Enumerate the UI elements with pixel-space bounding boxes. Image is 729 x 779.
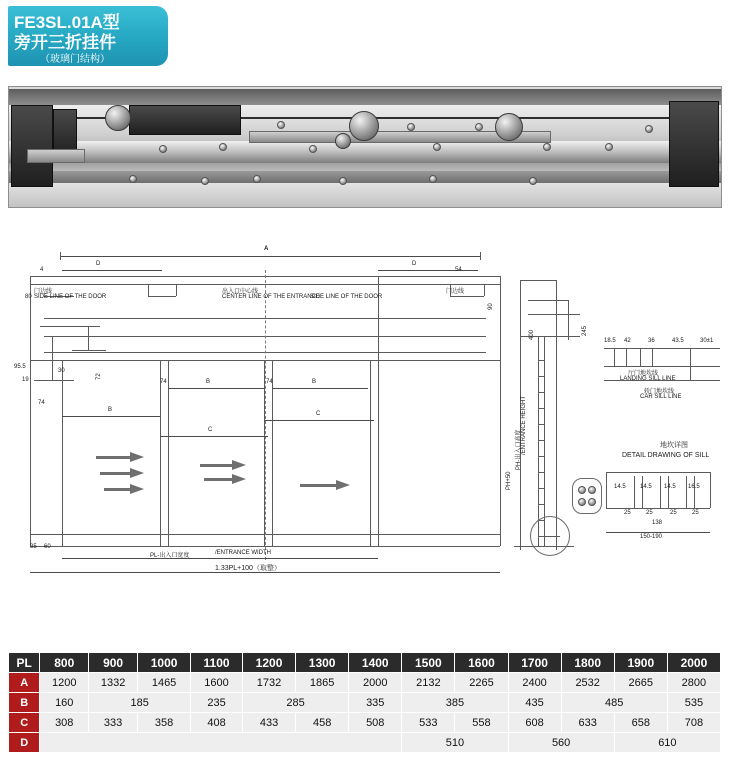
- dim-value-138: 138: [652, 520, 663, 526]
- table-cell: 433: [242, 713, 295, 733]
- side-rung-1: [538, 360, 544, 361]
- dim-value-80: 80: [25, 294, 32, 300]
- sill-detail-v1: [614, 348, 615, 366]
- open-arrow-line-2: [100, 472, 130, 475]
- photo-bolt-6: [433, 143, 441, 151]
- table-col-1100: 1100: [191, 653, 243, 673]
- open-arrow-head-5: [232, 474, 246, 484]
- table-col-1900: 1900: [614, 653, 667, 673]
- dim-value-400: 400: [529, 329, 535, 340]
- table-cell: 2800: [667, 673, 720, 693]
- side-rung-4: [538, 408, 544, 409]
- dim-A-tick-right: [480, 252, 481, 260]
- label-door-side-cn-right: 门边线: [446, 289, 465, 295]
- table-cell: 560: [508, 733, 614, 753]
- dim-label-A: A: [264, 246, 269, 252]
- dim-value-25b: 25: [646, 510, 653, 516]
- photo-right-bracket: [669, 101, 719, 187]
- left-mech-2: [88, 326, 89, 350]
- dim-value-25d: 25: [692, 510, 699, 516]
- photo-bolt-11: [129, 175, 137, 183]
- bracket-top-3: [450, 296, 484, 297]
- photo-lower-rail: [9, 171, 721, 183]
- table-cell: 458: [296, 713, 349, 733]
- dim-label-B-1: B: [206, 379, 211, 385]
- open-arrow-head-3: [130, 484, 144, 494]
- dim-C-line-2: [264, 420, 374, 421]
- sill-plate-hole-3: [578, 498, 586, 506]
- photo-pulley-4: [335, 133, 351, 149]
- side-rung-5: [538, 424, 544, 425]
- sill-plate-hole-4: [588, 498, 596, 506]
- sill-plate-hole-2: [588, 486, 596, 494]
- sill-groove-6: [694, 476, 695, 508]
- table-col-2000: 2000: [667, 653, 720, 673]
- sill-groove-2: [642, 476, 643, 508]
- label-entrance-width-en: /ENTRANCE WIDTH: [215, 550, 271, 556]
- bracket-top-3-right: [484, 284, 485, 296]
- table-row: [9, 713, 721, 733]
- bracket-top-2: [148, 296, 176, 297]
- table-cell: 335: [349, 693, 402, 713]
- table-cell: 2532: [561, 673, 614, 693]
- photo-control-box: [129, 105, 241, 135]
- table-cell: 1332: [89, 673, 138, 693]
- table-row: [9, 693, 721, 713]
- label-landing-sill-cn: 厅门地坎线: [628, 371, 659, 377]
- dim-value-30: 30: [58, 368, 65, 374]
- dim-value-18-5: 18.5: [604, 338, 616, 344]
- label-entrance-width-cn: PL-出入口宽度: [150, 553, 190, 559]
- dim-value-60: 60: [44, 544, 51, 550]
- dim-label-C-1: C: [208, 427, 213, 433]
- door-panel-line-7: [378, 276, 379, 546]
- table-cell: 508: [349, 713, 402, 733]
- photo-bolt-15: [429, 175, 437, 183]
- door-panel-line-6: [370, 360, 371, 546]
- open-arrow-line-3: [104, 488, 130, 491]
- sill-plate-hole-1: [578, 486, 586, 494]
- open-arrow-head-2: [130, 468, 144, 478]
- photo-bolt-7: [475, 123, 483, 131]
- label-sill-detail-cn: 地坎详图: [660, 442, 688, 449]
- label-sill-detail-en: DETAIL DRAWING OF SILL: [622, 452, 710, 459]
- bracket-top-2-left: [148, 284, 149, 296]
- dim-value-36: 36: [648, 338, 655, 344]
- photo-bolt-3: [277, 121, 285, 129]
- dim-B-line-3: [62, 416, 160, 417]
- table-col-1800: 1800: [561, 653, 614, 673]
- dim-value-90: 90: [488, 303, 494, 310]
- sill-end-plate: [572, 478, 602, 514]
- photo-pulley-3: [495, 113, 523, 141]
- dim-value-25a: 25: [624, 510, 631, 516]
- dim-value-95-5: 95.5: [14, 364, 26, 370]
- dim-value-14-5c: 14.5: [664, 484, 676, 490]
- front-view-left-edge: [30, 276, 31, 546]
- table-cell: 435: [508, 693, 561, 713]
- dim-label-D-right: D: [412, 261, 417, 267]
- sill-detail-mid: [604, 366, 720, 367]
- table-cell: 2665: [614, 673, 667, 693]
- dim-value-150-190: 150-190: [640, 534, 663, 540]
- sill-detail-v3: [640, 348, 641, 366]
- table-col-1600: 1600: [455, 653, 508, 673]
- open-arrow-line-1: [96, 456, 130, 459]
- table-cell: 1865: [296, 673, 349, 693]
- dim-B-line-1: [168, 388, 264, 389]
- table-cell: 1732: [242, 673, 295, 693]
- door-panel-line-1: [62, 360, 63, 546]
- dim-A-tick-left: [60, 252, 61, 260]
- table-col-1400: 1400: [349, 653, 402, 673]
- table-row: [9, 673, 721, 693]
- table-cell: 2265: [455, 673, 508, 693]
- technical-drawing: [0, 240, 729, 635]
- left-mech-4: [52, 336, 53, 380]
- table-cell: 2132: [402, 673, 455, 693]
- left-mech-1: [40, 326, 100, 327]
- table-cell: 308: [40, 713, 89, 733]
- table-col-1300: 1300: [296, 653, 349, 673]
- dim-D-right-line: [378, 270, 478, 271]
- table-cell: 535: [667, 693, 720, 713]
- dim-150-190-line: [606, 532, 710, 533]
- table-row-label-b: B: [9, 693, 40, 713]
- open-arrow-head-6: [336, 480, 350, 490]
- side-view-top: [520, 280, 556, 281]
- entrance-center-line: [265, 270, 266, 560]
- side-view-detail-1: [528, 300, 568, 301]
- dim-value-43-5: 43.5: [672, 338, 684, 344]
- table-cell: 1465: [138, 673, 191, 693]
- photo-bolt-2: [219, 143, 227, 151]
- open-arrow-head-1: [130, 452, 144, 462]
- label-car-sill-cn: 轿门地坎线: [644, 389, 675, 395]
- dim-value-245: 245: [582, 325, 588, 336]
- table-col-900: 900: [89, 653, 138, 673]
- table-col-1000: 1000: [138, 653, 191, 673]
- label-pl-formula: 1.33PL+100（取整）: [215, 565, 281, 572]
- photo-bolt-12: [201, 177, 209, 185]
- photo-top-band: [9, 89, 721, 105]
- dim-value-74-c: 74: [266, 379, 273, 385]
- table-cell: 235: [191, 693, 243, 713]
- front-view-right-edge: [500, 276, 501, 546]
- dim-D-left-line: [62, 270, 162, 271]
- table-cell: 385: [402, 693, 508, 713]
- table-col-800: 800: [40, 653, 89, 673]
- table-cell: 610: [614, 733, 720, 753]
- dim-value-72: 72: [96, 373, 102, 380]
- door-panel-line-2: [160, 360, 161, 546]
- table-row-label-a: A: [9, 673, 40, 693]
- label-door-side-en-left: SIDE LINE OF THE DOOR: [34, 294, 107, 300]
- table-cell: 285: [242, 693, 348, 713]
- table-header-row: [9, 653, 721, 673]
- table-col-1500: 1500: [402, 653, 455, 673]
- side-rung-7: [538, 456, 544, 457]
- table-row: [9, 733, 721, 753]
- table-row-label-d: D: [9, 733, 40, 753]
- side-rung-9: [538, 488, 544, 489]
- dim-label-D-left: D: [96, 261, 101, 267]
- dim-value-14-5a: 14.5: [614, 484, 626, 490]
- table-col-pl: PL: [9, 653, 40, 673]
- table-cell: 485: [561, 693, 667, 713]
- sill-section-right: [710, 472, 711, 508]
- side-view-detail-2: [528, 314, 580, 315]
- specification-table: [8, 652, 721, 753]
- dim-value-16-5: 16.5: [688, 484, 700, 490]
- table-cell: 358: [138, 713, 191, 733]
- label-ph-plus-50: PH+50: [506, 471, 512, 490]
- table-cell: 608: [508, 713, 561, 733]
- dim-value-19: 19: [22, 377, 29, 383]
- dim-label-C-2: C: [316, 411, 321, 417]
- dim-value-25c: 25: [670, 510, 677, 516]
- photo-bolt-1: [159, 145, 167, 153]
- photo-bolt-9: [605, 143, 613, 151]
- sill-section-top: [606, 472, 710, 473]
- label-entrance-height-cn: PH-出入口高度: [516, 429, 522, 470]
- side-rung-2: [538, 376, 544, 377]
- dim-C-line-1: [160, 436, 268, 437]
- sill-detail-v2: [626, 348, 627, 366]
- dim-PL-line: [62, 558, 378, 559]
- table-cell: 708: [667, 713, 720, 733]
- table-cell: 160: [40, 693, 89, 713]
- product-type-subtitle: 旁开三折挂件: [14, 33, 116, 52]
- dim-value-30pm1: 30±1: [700, 338, 714, 344]
- table-cell: 533: [402, 713, 455, 733]
- label-landing-sill-en: LANDING SILL LINE: [620, 376, 676, 382]
- table-cell: 1200: [40, 673, 89, 693]
- sill-groove-5: [686, 476, 687, 508]
- label-car-sill-en: CAR SILL LINE: [640, 394, 682, 400]
- header: [0, 0, 300, 72]
- sill-section-left: [606, 472, 607, 508]
- sill-groove-4: [668, 476, 669, 508]
- table-cell: 2000: [349, 673, 402, 693]
- side-rung-10: [538, 504, 544, 505]
- side-rung-3: [538, 392, 544, 393]
- bracket-top-2-right: [176, 284, 177, 296]
- sill-groove-1: [634, 476, 635, 508]
- product-model-title: FE3SL.01A型: [14, 13, 120, 32]
- photo-bolt-5: [407, 123, 415, 131]
- sill-groove-3: [660, 476, 661, 508]
- sill-section-bottom: [606, 508, 710, 509]
- photo-pulley-2: [349, 111, 379, 141]
- photo-rail: [9, 141, 721, 163]
- table-col-1200: 1200: [242, 653, 295, 673]
- photo-left-plate: [27, 149, 85, 163]
- product-structure-note: （玻璃门结构）: [40, 54, 110, 65]
- photo-pulley-1: [105, 105, 131, 131]
- table-cell: 558: [455, 713, 508, 733]
- photo-left-bracket: [11, 105, 53, 187]
- table-cell: 185: [89, 693, 191, 713]
- table-cell: 408: [191, 713, 243, 733]
- side-view-mid-line2: [544, 336, 545, 546]
- table-col-1700: 1700: [508, 653, 561, 673]
- dim-value-4: 4: [40, 267, 44, 273]
- dim-value-74-a: 74: [38, 400, 45, 406]
- dim-value-35: 35: [30, 544, 37, 550]
- photo-bolt-8: [543, 143, 551, 151]
- table-cell: 658: [614, 713, 667, 733]
- label-center-cn: 出入口中心线: [222, 289, 259, 295]
- photo-bolt-13: [253, 175, 261, 183]
- open-arrow-line-6: [300, 484, 336, 487]
- table-cell: 1600: [191, 673, 243, 693]
- sill-detail-v5: [690, 348, 691, 380]
- sill-detail-top: [604, 348, 720, 349]
- dim-value-74-b: 74: [160, 379, 167, 385]
- label-center-en: CENTER LINE OF THE ENTRANCE: [222, 294, 320, 300]
- dim-label-B-2: B: [312, 379, 317, 385]
- side-view-mid-line: [538, 336, 539, 546]
- table-cell-empty: [40, 733, 402, 753]
- sill-detail-v4: [652, 348, 653, 366]
- detail-callout-line: [538, 536, 560, 537]
- dim-A-line: [60, 256, 480, 257]
- side-view-detail-3: [568, 300, 569, 340]
- left-mech-3: [72, 350, 106, 351]
- product-photo: [8, 86, 722, 208]
- table-cell: 333: [89, 713, 138, 733]
- dim-value-14-5b: 14.5: [640, 484, 652, 490]
- left-mech-5: [34, 380, 74, 381]
- open-arrow-line-5: [204, 478, 232, 481]
- label-door-side-cn-left: 门边线: [34, 289, 53, 295]
- dim-value-54: 54: [455, 267, 462, 273]
- dim-label-B-3: B: [108, 407, 113, 413]
- table-cell: 510: [402, 733, 508, 753]
- table-cell: 2400: [508, 673, 561, 693]
- open-arrow-line-4: [200, 464, 232, 467]
- photo-bolt-4: [309, 145, 317, 153]
- dim-B-line-2: [272, 388, 368, 389]
- label-door-side-en-right: SIDE LINE OF THE DOOR: [310, 294, 383, 300]
- open-arrow-head-4: [232, 460, 246, 470]
- side-rung-6: [538, 440, 544, 441]
- side-rung-8: [538, 472, 544, 473]
- table-cell: 633: [561, 713, 614, 733]
- photo-bolt-16: [529, 177, 537, 185]
- dim-value-42: 42: [624, 338, 631, 344]
- photo-bolt-10: [645, 125, 653, 133]
- photo-bolt-14: [339, 177, 347, 185]
- side-view-right-edge: [556, 280, 557, 550]
- label-entrance-height-en: /ENTRANCE HEIGHT: [521, 395, 527, 455]
- table-row-label-c: C: [9, 713, 40, 733]
